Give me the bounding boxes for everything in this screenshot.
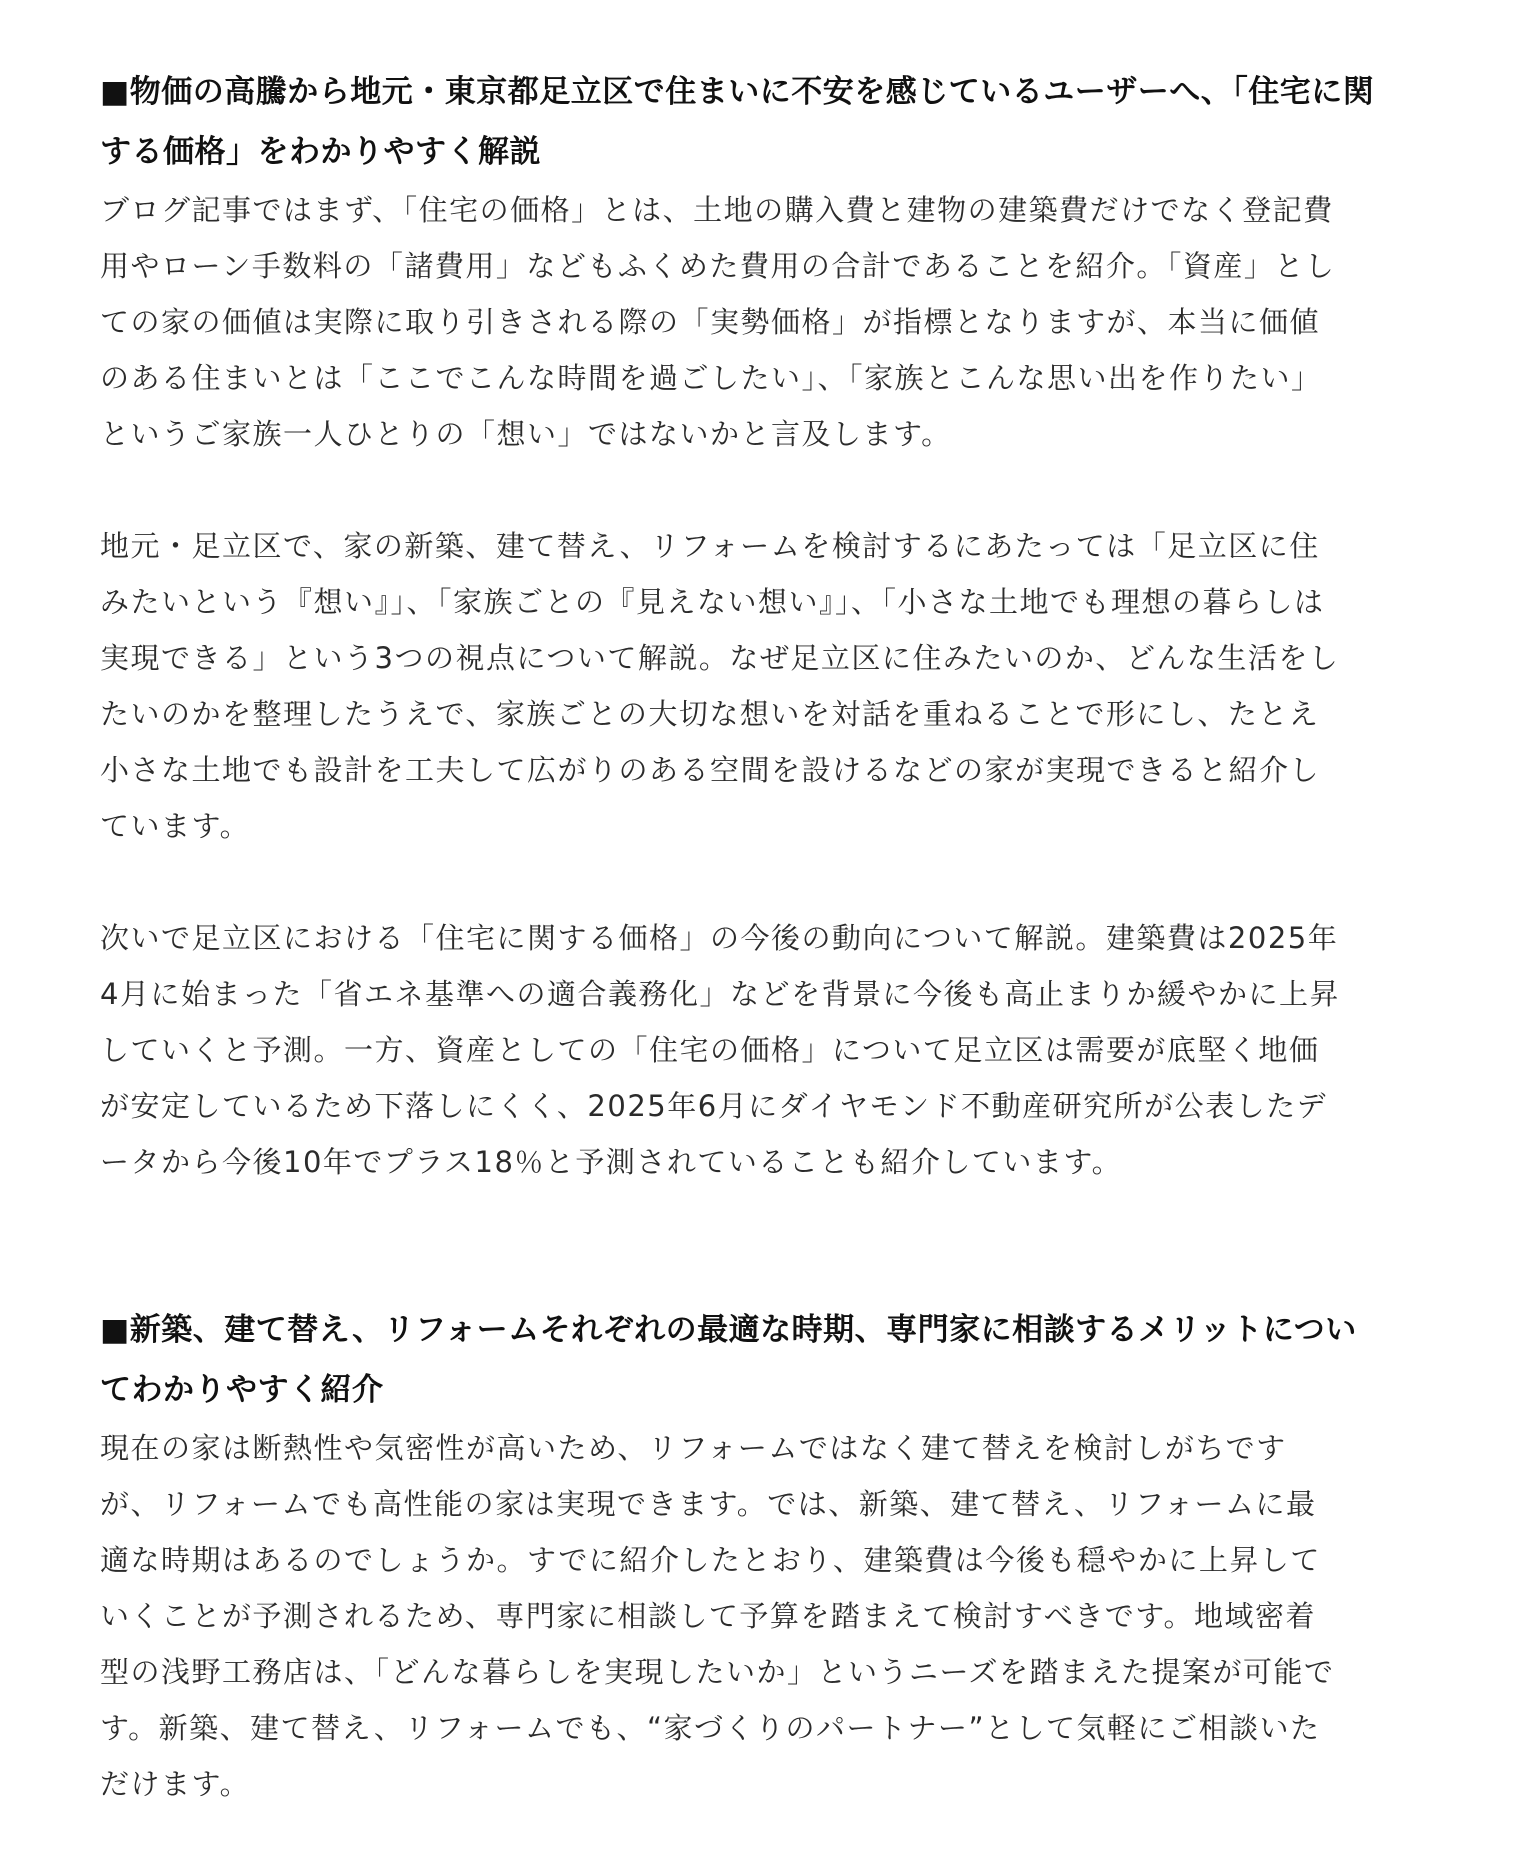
text-line: ータから今後10年でプラス18％と予測されていることも紹介しています。 bbox=[100, 1145, 1123, 1179]
heading-line: てわかりやすく紹介 bbox=[100, 1372, 384, 1408]
paragraph-spacer bbox=[100, 462, 1460, 518]
section-spacer bbox=[100, 1190, 1460, 1300]
heading-line: ■物価の高騰から地元・東京都足立区で住まいに不安を感じているユーザーへ、「住宅に関 bbox=[100, 74, 1375, 110]
text-line: ています。 bbox=[100, 809, 251, 843]
text-line: みたいという『想い』」、「家族ごとの『見えない想い』」、「小さな土地でも理想の暮らしは bbox=[100, 585, 1325, 619]
text-line: していくと予測。一方、資産としての「住宅の価格」について足立区は需要が底堅く地価 bbox=[100, 1033, 1320, 1067]
heading-line: する価格」をわかりやすく解説 bbox=[100, 134, 541, 170]
paragraph-spacer bbox=[100, 854, 1460, 910]
text-line: 次いで足立区における「住宅に関する価格」の今後の動向について解説。建築費は2025年 bbox=[100, 921, 1339, 955]
section-1-paragraph-2 bbox=[100, 518, 1460, 854]
text-line: 実現できる」という3つの視点について解説。なぜ足立区に住みたいのか、どんな生活をし bbox=[100, 641, 1340, 675]
section-1-paragraph-3 bbox=[100, 910, 1460, 1190]
text-line: す。新築、建て替え、リフォームでも、“家づくりのパートナー”として気軽にご相談いた bbox=[100, 1711, 1321, 1745]
text-line: たいのかを整理したうえで、家族ごとの大切な想いを対話を重ねることで形にし、たとえ bbox=[100, 697, 1320, 731]
heading-line: ■新築、建て替え、リフォームそれぞれの最適な時期、専門家に相談するメリットについ bbox=[100, 1312, 1357, 1348]
article-body bbox=[100, 62, 1460, 1812]
text-line: 型の浅野工務店は、「どんな暮らしを実現したいか」というニーズを踏まえた提案が可能で bbox=[100, 1655, 1335, 1689]
text-line: 用やローン手数料の「諸費用」などもふくめた費用の合計であることを紹介。「資産」とし bbox=[100, 249, 1336, 283]
section-2-paragraph-1 bbox=[100, 1420, 1460, 1812]
text-line: ブログ記事ではまず、「住宅の価格」とは、土地の購入費と建物の建築費だけでなく登記費 bbox=[100, 193, 1334, 227]
text-line: いくことが予測されるため、専門家に相談して予算を踏まえて検討すべきです。地域密着 bbox=[100, 1599, 1316, 1633]
text-line: 4月に始まった「省エネ基準への適合義務化」などを背景に今後も高止まりか緩やかに上昇 bbox=[100, 977, 1340, 1011]
text-line: 現在の家は断熱性や気密性が高いため、リフォームではなく建て替えを検討しがちです bbox=[100, 1431, 1287, 1465]
section-1-heading bbox=[100, 62, 1460, 182]
text-line: が、リフォームでも高性能の家は実現できます。では、新築、建て替え、リフォームに最 bbox=[100, 1487, 1317, 1521]
text-line: のある住まいとは「ここでこんな時間を過ごしたい」、「家族とこんな思い出を作りたい」 bbox=[100, 361, 1322, 395]
text-line: 地元・足立区で、家の新築、建て替え、リフォームを検討するにあたっては「足立区に住 bbox=[100, 529, 1320, 563]
section-1-paragraph-1 bbox=[100, 182, 1460, 462]
text-line: というご家族一人ひとりの「想い」ではないかと言及します。 bbox=[100, 417, 952, 451]
text-line: 小さな土地でも設計を工夫して広がりのある空間を設けるなどの家が実現できると紹介し bbox=[100, 753, 1321, 787]
text-line: ての家の価値は実際に取り引きされる際の「実勢価格」が指標となりますが、本当に価値 bbox=[100, 305, 1321, 339]
text-line: 適な時期はあるのでしょうか。すでに紹介したとおり、建築費は今後も穏やかに上昇して bbox=[100, 1543, 1321, 1577]
text-line: が安定しているため下落しにくく、2025年6月にダイヤモンド不動産研究所が公表したデ bbox=[100, 1089, 1328, 1123]
text-line: だけます。 bbox=[100, 1767, 251, 1801]
section-2-heading bbox=[100, 1300, 1460, 1420]
